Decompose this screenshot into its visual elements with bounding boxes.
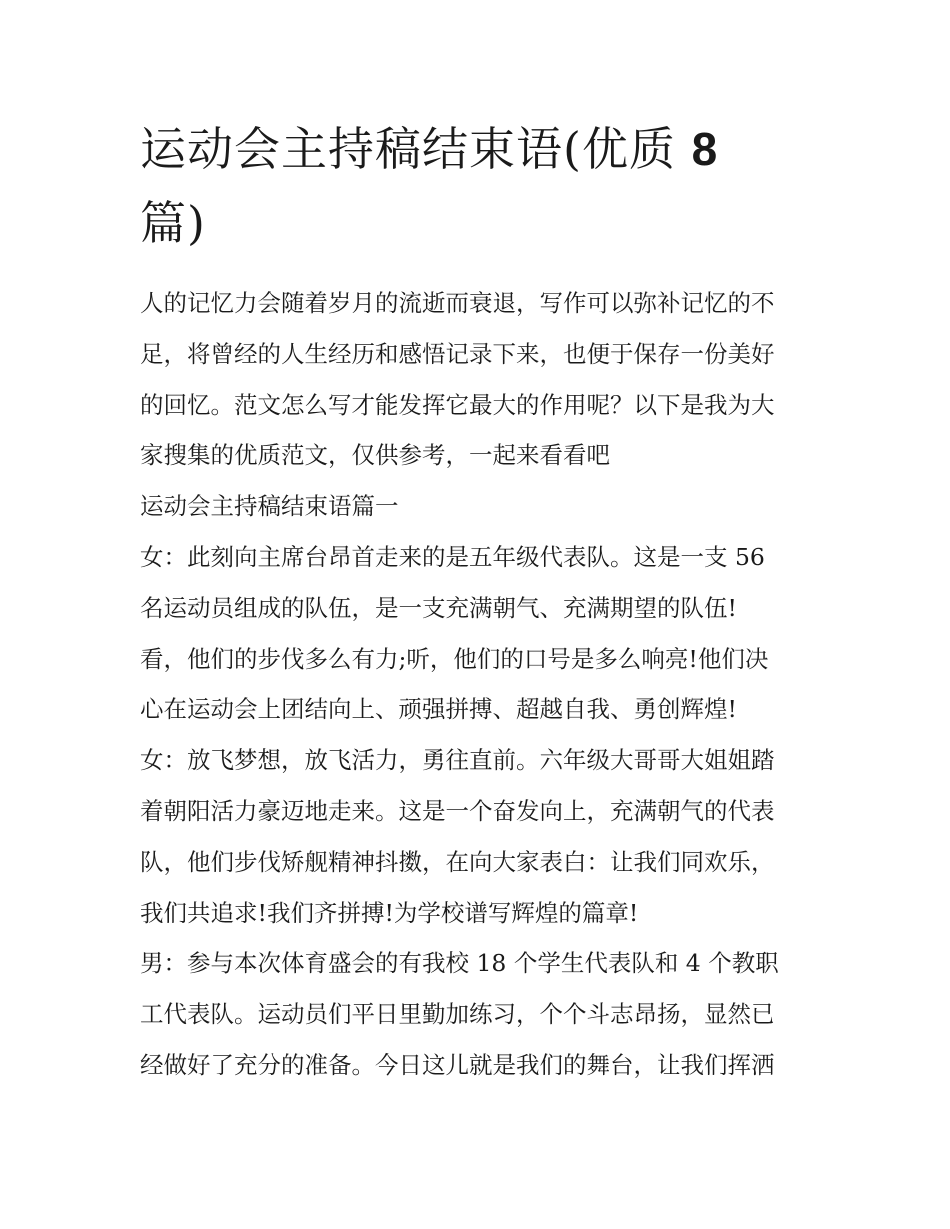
- body-line: 人的记忆力会随着岁月的流逝而衰退，写作可以弥补记忆的不: [140, 289, 775, 317]
- document-body: [140, 278, 820, 1091]
- body-line: 家搜集的优质范文，仅供参考，一起来看看吧: [140, 441, 610, 470]
- title-number: 8: [691, 123, 719, 175]
- body-line: 的回忆。范文怎么写才能发挥它最大的作用呢？以下是我为大: [140, 390, 775, 419]
- title-main-text: 运动会主持稿结束语(优质: [140, 122, 676, 176]
- page-title: [140, 112, 820, 260]
- body-line: 女：放飞梦想，放飞活力，勇往直前。六年级大哥哥大姐姐踏: [140, 746, 775, 775]
- body-line: 着朝阳活力豪迈地走来。这是一个奋发向上，充满朝气的代表: [140, 796, 775, 825]
- body-line: 男：参与本次体育盛会的有我校 18 个学生代表队和 4 个教职: [140, 949, 779, 978]
- title-end-text: 篇): [140, 196, 206, 250]
- body-line: 经做好了充分的准备。今日这儿就是我们的舞台，让我们挥洒: [140, 1050, 775, 1079]
- body-line: 看，他们的步伐多么有力;听，他们的口号是多么响亮!他们决: [140, 644, 769, 673]
- body-line: 女：此刻向主席台昂首走来的是五年级代表队。这是一支 56: [140, 542, 765, 571]
- body-line: 心在运动会上团结向上、顽强拼搏、超越自我、勇创辉煌!: [140, 695, 737, 724]
- body-line: 足，将曾经的人生经历和感悟记录下来，也便于保存一份美好: [140, 339, 775, 368]
- body-line: 工代表队。运动员们平日里勤加练习，个个斗志昂扬，显然已: [140, 1000, 775, 1029]
- section-heading: 运动会主持稿结束语篇一: [140, 492, 399, 521]
- body-line: 名运动员组成的队伍，是一支充满朝气、充满期望的队伍!: [140, 593, 737, 622]
- body-line: 队，他们步伐矫舰精神抖擞，在向大家表白：让我们同欢乐，: [140, 847, 775, 876]
- body-line: 我们共追求!我们齐拼搏!为学校谱写辉煌的篇章!: [140, 898, 639, 927]
